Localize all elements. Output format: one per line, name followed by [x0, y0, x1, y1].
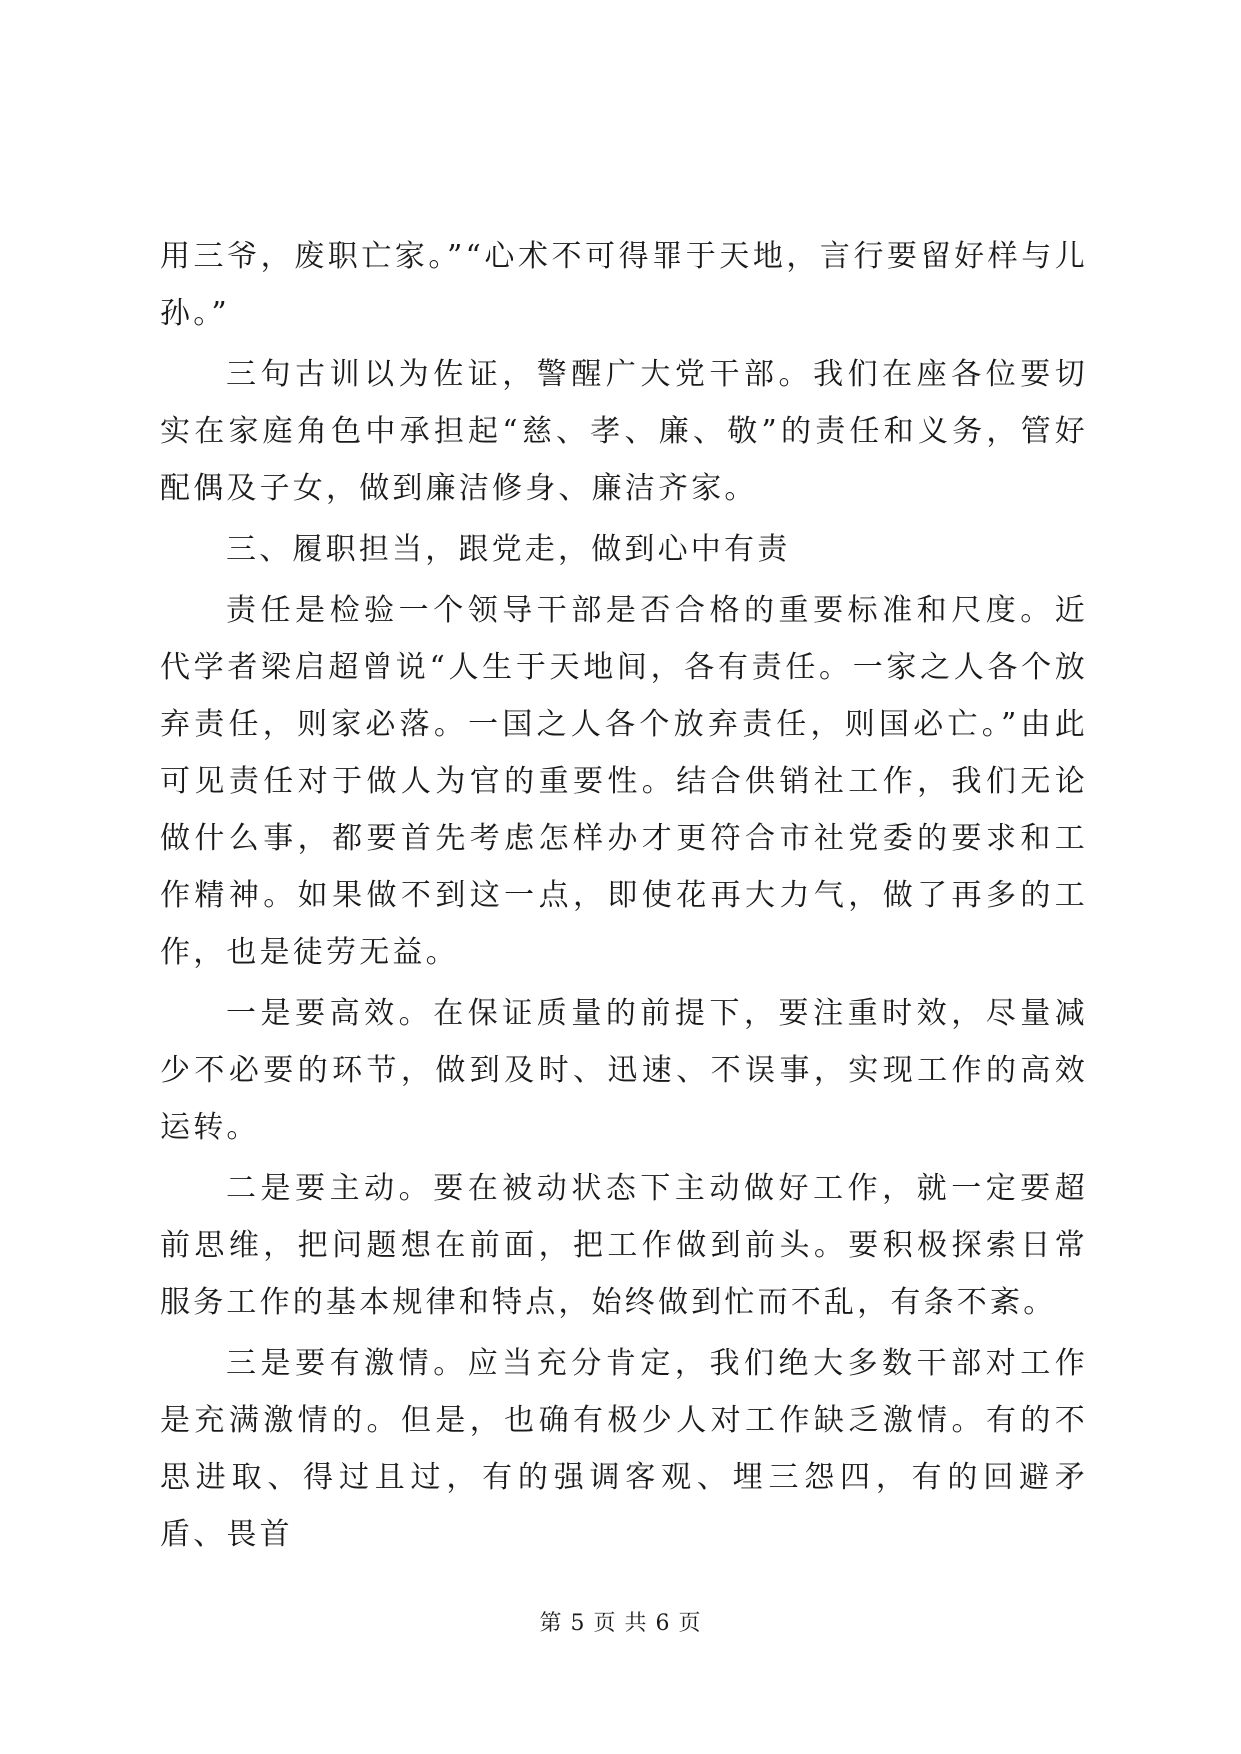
paragraph-3: 责任是检验一个领导干部是否合格的重要标准和尺度。近代学者梁启超曾说“人生于天地间，各有责任。一家之人各个放弃责任，则家必落。一国之人各个放弃责任，则国必亡。”由此可见责任对于做人为官的重要性。结合供销社工作，我们无论做什么事，都要首先考虑怎样办才更符合市社党委的要求和工作精神。如果做不到这一点，即使花再大力气，做了再多的工作，也是徒劳无益。 — [160, 593, 1088, 970]
paragraph-5: 二是要主动。要在被动状态下主动做好工作，就一定要超前思维，把问题想在前面，把工作做到前头。要积极探索日常服务工作的基本规律和特点，始终做到忙而不乱，有条不紊。 — [160, 1171, 1088, 1320]
paragraph-6: 三是要有激情。应当充分肯定，我们绝大多数干部对工作是充满激情的。但是，也确有极少人对工作缺乏激情。有的不思进取、得过且过，有的强调客观、埋三怨四，有的回避矛盾、畏首 — [160, 1346, 1088, 1552]
paragraph-4: 一是要高效。在保证质量的前提下，要注重时效，尽量减少不必要的环节，做到及时、迅速、不误事，实现工作的高效运转。 — [160, 996, 1088, 1145]
section-heading: 三、履职担当，跟党走，做到心中有责 — [226, 532, 791, 567]
paragraph-1: 用三爷，废职亡家。”“心术不可得罪于天地，言行要留好样与儿孙。” — [160, 239, 1088, 331]
page-number-footer: 第 5 页 共 6 页 — [539, 1611, 702, 1636]
document-body — [160, 228, 1088, 1563]
paragraph-2: 三句古训以为佐证，警醒广大党干部。我们在座各位要切实在家庭角色中承担起“慈、孝、廉、敬”的责任和义务，管好配偶及子女，做到廉洁修身、廉洁齐家。 — [160, 357, 1088, 506]
